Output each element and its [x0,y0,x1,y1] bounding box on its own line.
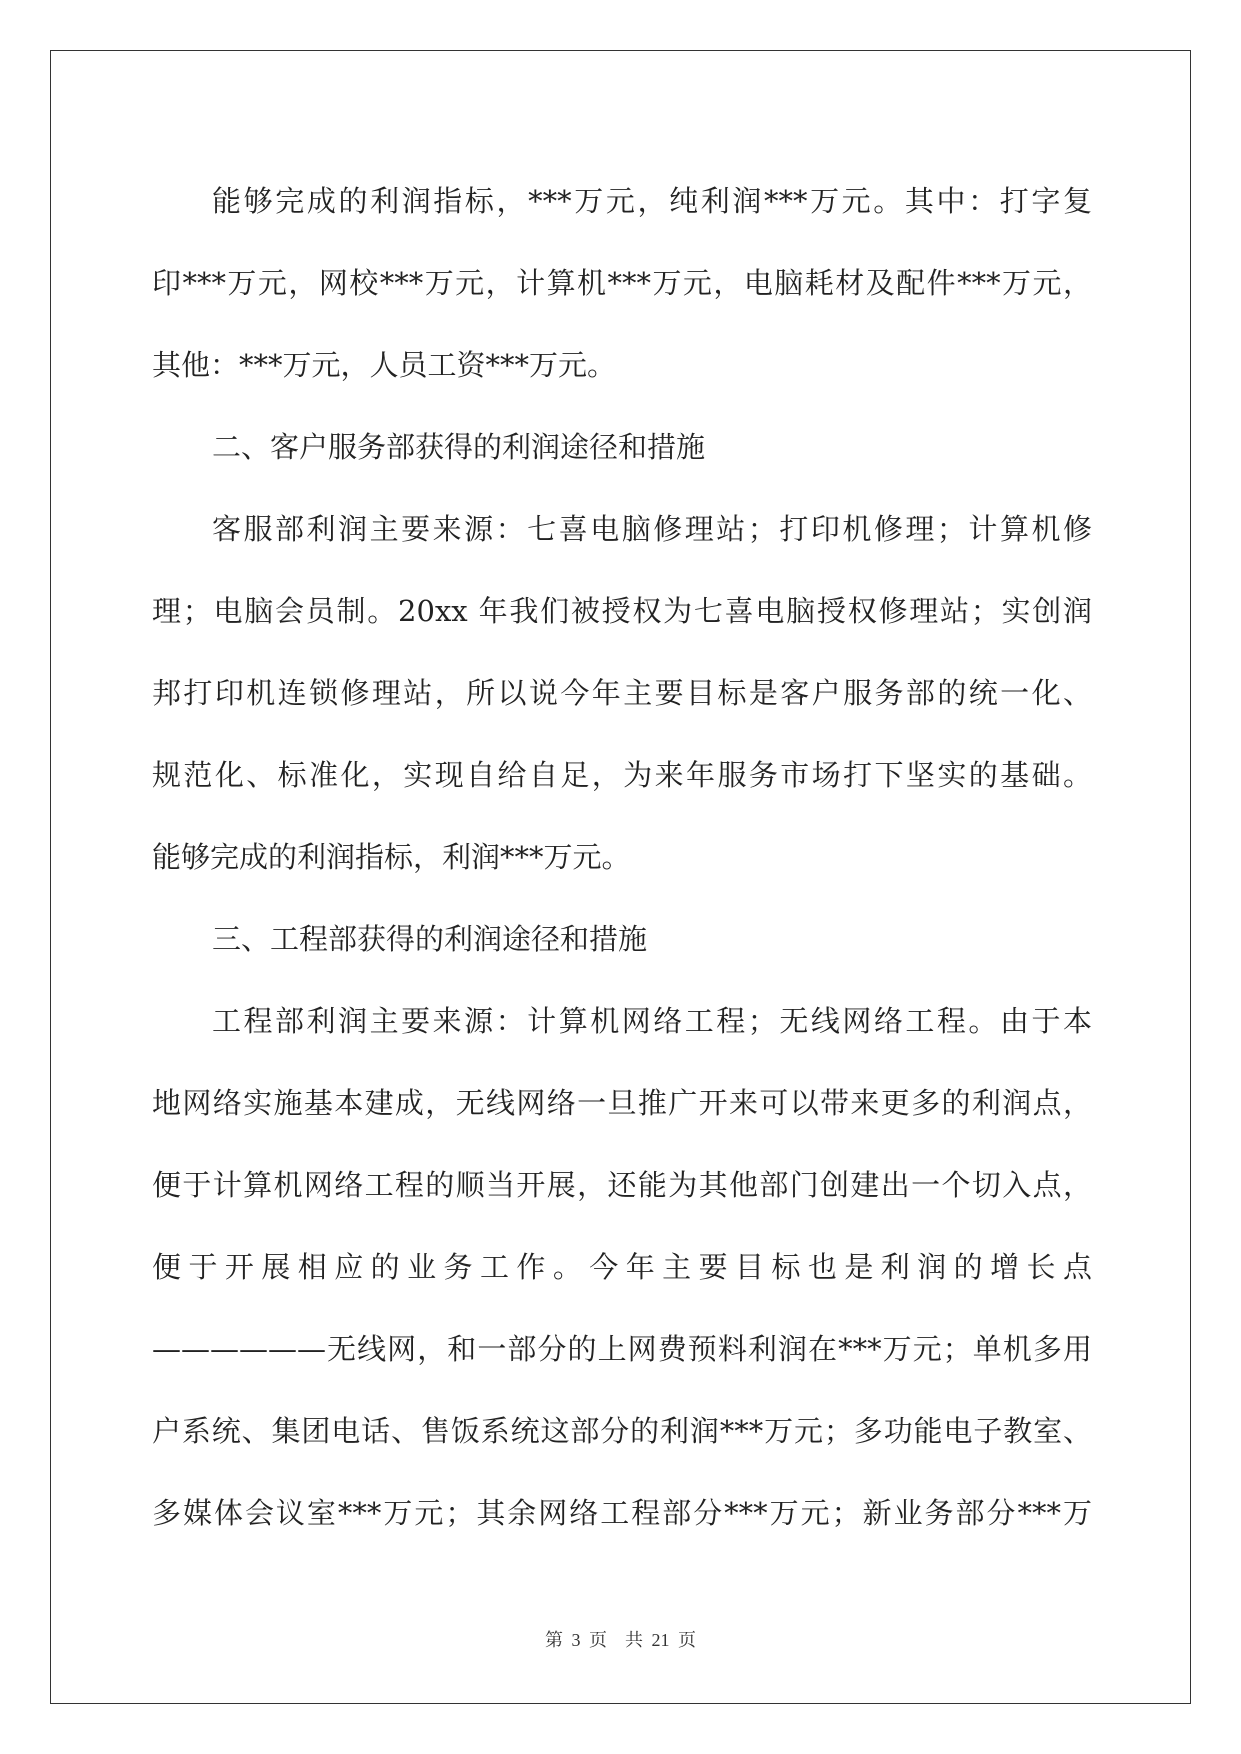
text-line: 多媒体会议室***万元；其余网络工程部分***万元；新业务部分***万 [152,1496,1092,1530]
text-line: ——————无线网，和一部分的上网费预料利润在***万元；单机多用 [152,1332,1092,1366]
text-line: 印***万元，网校***万元，计算机***万元，电脑耗材及配件***万元， [152,266,1092,300]
text-line: 便于计算机网络工程的顺当开展，还能为其他部门创建出一个切入点， [152,1168,1092,1202]
text-line: 理；电脑会员制。20xx 年我们被授权为七喜电脑授权修理站；实创润 [152,594,1092,628]
text-line: 工程部利润主要来源：计算机网络工程；无线网络工程。由于本 [212,1004,1092,1038]
text-line: 地网络实施基本建成，无线网络一旦推广开来可以带来更多的利润点， [152,1086,1092,1120]
document-body [152,160,1092,1554]
text-line: 客服部利润主要来源：七喜电脑修理站；打印机修理；计算机修 [212,512,1092,546]
text-line: 便于开展相应的业务工作。今年主要目标也是利润的增长点 [152,1250,1092,1284]
text-line: 户系统、集团电话、售饭系统这部分的利润***万元；多功能电子教室、 [152,1414,1092,1448]
section-heading: 三、工程部获得的利润途径和措施 [212,922,648,956]
section-heading: 二、客户服务部获得的利润途径和措施 [212,430,706,464]
text-line: 规范化、标准化，实现自给自足，为来年服务市场打下坚实的基础。 [152,758,1092,792]
text-line: 邦打印机连锁修理站，所以说今年主要目标是客户服务部的统一化、 [152,676,1092,710]
text-line: 其他：***万元，人员工资***万元。 [152,348,617,382]
text-line: 能够完成的利润指标，利润***万元。 [152,840,631,874]
page-number-footer: 第 3 页 共 21 页 [545,1630,696,1650]
text-line: 能够完成的利润指标，***万元，纯利润***万元。其中：打字复 [212,184,1092,218]
